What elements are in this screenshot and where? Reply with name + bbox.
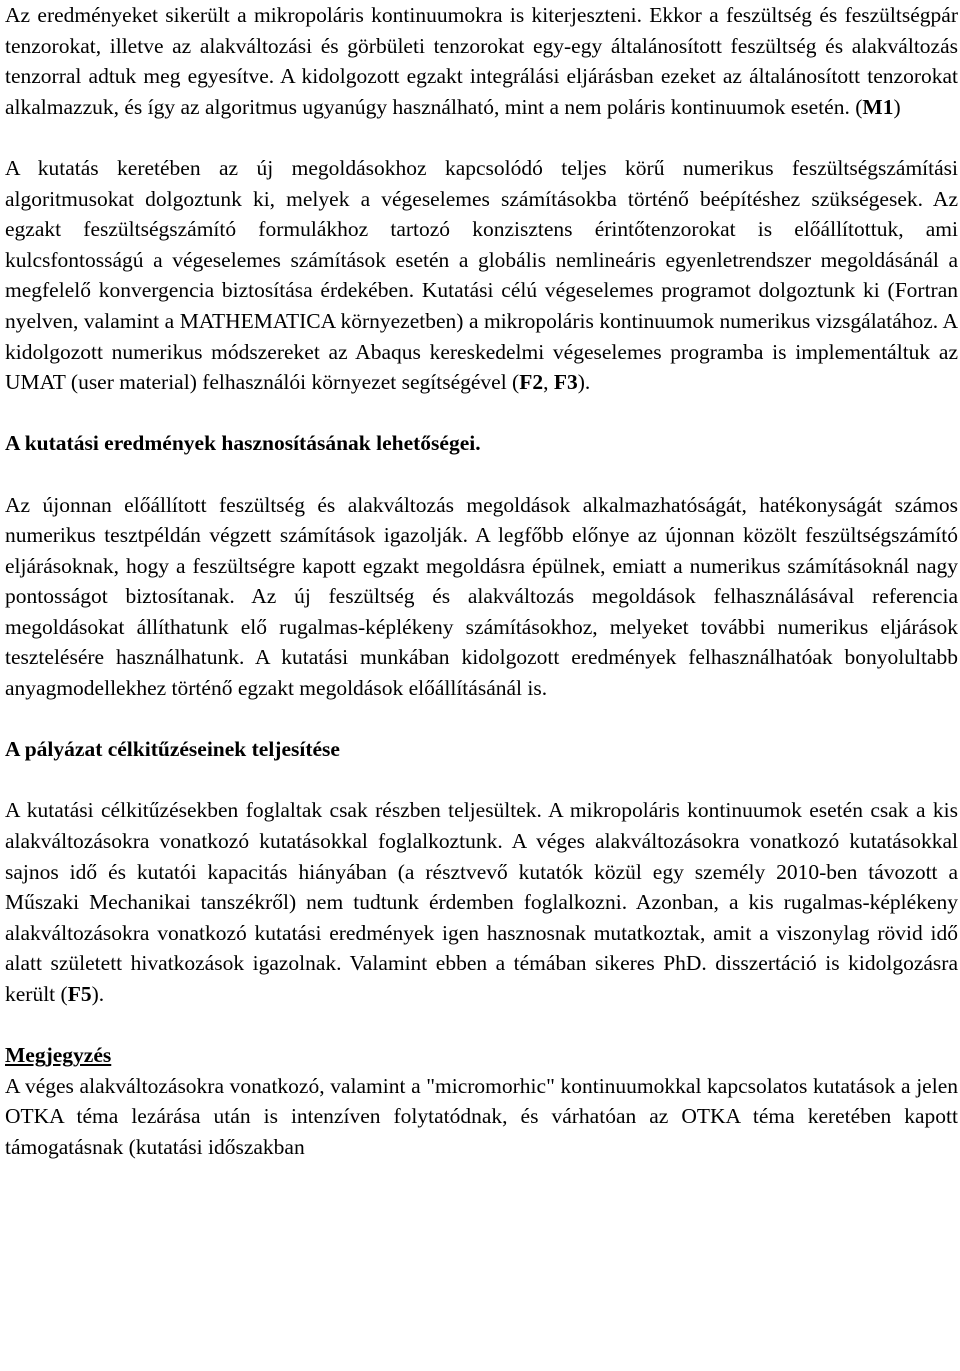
paragraph-micropolar-results bbox=[5, 0, 958, 122]
section-heading-objectives: A pályázat célkitűzéseinek teljesítése bbox=[5, 737, 340, 762]
paragraph-spacer bbox=[5, 459, 958, 490]
paragraph-objectives bbox=[5, 795, 958, 1009]
section-heading-utilization: A kutatási eredmények hasznosításának lehetőségei. bbox=[5, 431, 481, 456]
reference-f3: F3 bbox=[553, 370, 578, 395]
ref-close: ). bbox=[91, 982, 105, 1006]
paragraph-spacer bbox=[5, 398, 958, 429]
paragraph-text: Az újonnan előállított feszültség és alakváltozás megoldások alkalmazhatóságát, hatékonyságát számos numerikus tesztpéldán végzett számítások igazolják. A legfőbb előnye az újonnan közölt feszültségszámító eljárásoknak, hogy a feszültségre kapott egzakt megoldásra épülnek, emiatt a numerikus számításoknál nagy pontosságot biztosítanak. Az új feszültség és alakváltozás megoldások felhasználásával referencia megoldásokat állíthatunk elő rugalmas-képlékeny számításokhoz, melyeket további numerikus eljárások tesztelésére használhatunk. A kutatási munkában kidolgozott eredmények felhasználhatóak bonyolultabb anyagmodellekhez történő egzakt megoldások előállításánál is. bbox=[5, 492, 958, 701]
paragraph-text: A véges alakváltozásokra vonatkozó, valamint a "micromorhic" kontinuumokkal kapcsolatos kutatások a jelen OTKA téma lezárása után is intenzíven folytatódnak, és várhatóan az OTKA téma keretében kapott támogatásnak (kutatási időszakban bbox=[5, 1073, 958, 1159]
reference-m1: M1 bbox=[862, 94, 894, 119]
document-page bbox=[5, 0, 958, 1163]
reference-f5: F5 bbox=[67, 982, 92, 1006]
paragraph-numerical-algorithms bbox=[5, 153, 958, 398]
paragraph-text: A kutatás keretében az új megoldásokhoz kapcsolódó teljes körű numerikus feszültségszámítási algoritmusokat dolgoztunk ki, melyek a végeselemes számításokba történő beépítéshez szükségesek. Az egzakt feszültségszámító formulákhoz tartozó konzisztens érintőtenzorokat is előállítottuk, ami kulcsfontosságú a végeselemes számítások esetén a globális nemlineáris egyenletrendszer megoldásánál a megfelelő konvergencia biztosítása érdekében. Kutatási célú végeselemes programot dolgoztunk ki (Fortran nyelven, valamint a MATHEMATICA környezetben) a mikropoláris kontinuumok numerikus vizsgálatához. A kidolgozott numerikus módszereket az Abaqus kereskedelmi végeselemes programba is implementáltuk az UMAT (user material) felhasználói környezet segítségével ( bbox=[5, 155, 958, 395]
section-heading-note: Megjegyzés bbox=[5, 1043, 112, 1068]
paragraph-utilization bbox=[5, 490, 958, 704]
reference-separator: , bbox=[543, 370, 554, 395]
ref-close: ) bbox=[893, 94, 901, 119]
paragraph-spacer bbox=[5, 704, 958, 735]
paragraph-text: Az eredményeket sikerült a mikropoláris kontinuumokra is kiterjeszteni. Ekkor a feszültség és feszültségpár tenzorokat, illetve az alakváltozási és görbületi tenzorokat egy-egy általánosított feszültség és alakváltozás tenzorral adtuk meg egyesítve. A kidolgozott egzakt integrálási eljárásban ezeket az általánosított tenzorokat alkalmazzuk, és így az algoritmus ugyanúgy használható, mint a nem poláris kontinuumok esetén. bbox=[5, 3, 958, 119]
ref-open: ( bbox=[855, 94, 863, 119]
paragraph-spacer bbox=[5, 765, 958, 796]
paragraph-text: A kutatási célkitűzésekben foglaltak csak részben teljesültek. A mikropoláris kontinuumok esetén csak a kis alakváltozásokra vonatkozó kutatásokkal foglalkoztunk. A véges alakváltozásokra vonatkozó kutatásokkal sajnos idő és kutatói kapacitás hiányában (a résztvevő kutatók közül egy személy 2010-ben távozott a Műszaki Mechanikai tanszékről) nem tudtunk érdemben foglalkozni. Azonban, a kis rugalmas-képlékeny alakváltozásokra vonatkozó kutatási eredmények igen hasznosnak mutatkoztak, amit a viszonylag rövid idő alatt született hivatkozások igazolnak. Valamint ebben a témában sikeres PhD. disszertáció is kidolgozásra került ( bbox=[5, 798, 958, 1006]
paragraph-note bbox=[5, 1071, 958, 1163]
paragraph-spacer bbox=[5, 1010, 958, 1041]
ref-close: ). bbox=[577, 370, 591, 395]
reference-f2: F2 bbox=[519, 370, 544, 395]
paragraph-spacer bbox=[5, 122, 958, 153]
